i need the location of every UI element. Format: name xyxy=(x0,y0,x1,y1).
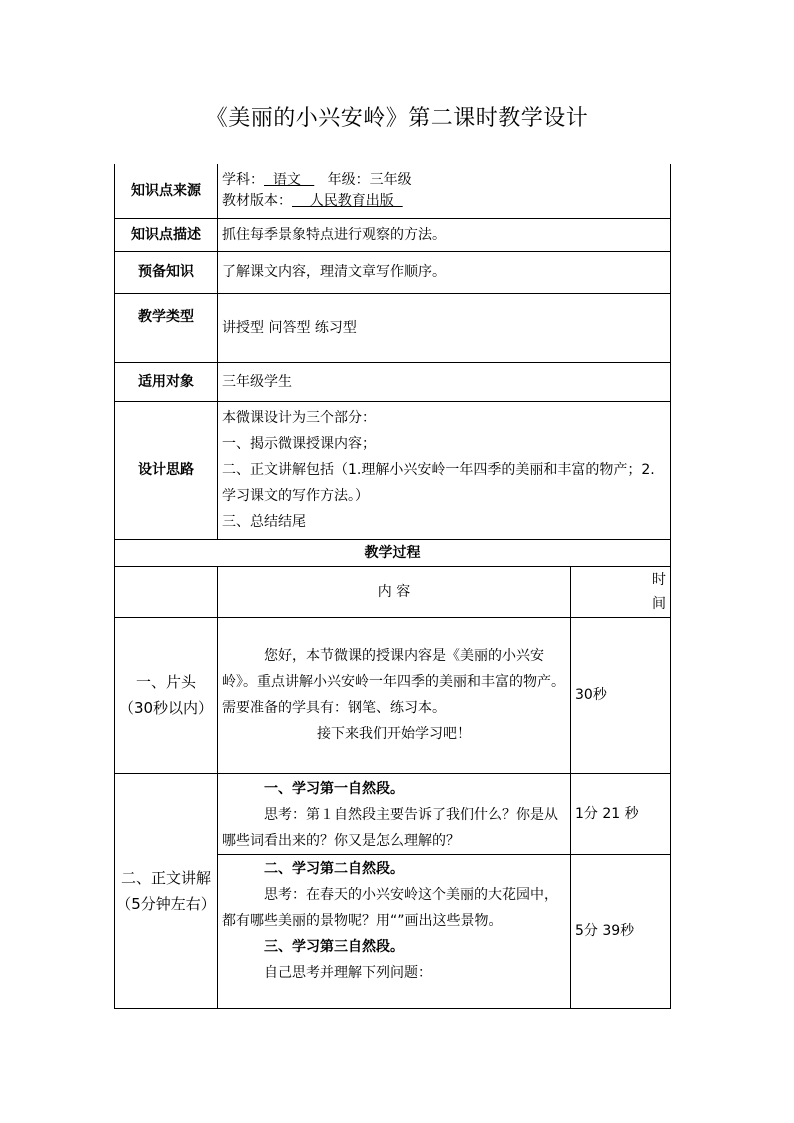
subject-prefix: 学科： xyxy=(222,171,264,188)
row-column-headers xyxy=(115,566,671,617)
row-part1 xyxy=(115,617,671,773)
desc-label: 知识点描述 xyxy=(115,218,218,251)
blank-header-cell xyxy=(115,566,218,617)
prep-label: 预备知识 xyxy=(115,251,218,293)
design-value xyxy=(218,401,671,539)
row-description xyxy=(115,218,671,251)
edition-prefix: 教材版本： xyxy=(222,192,292,209)
type-value: 讲授型 问答型 练习型 xyxy=(218,293,671,362)
target-value: 三年级学生 xyxy=(218,362,671,401)
part1-label-line: （30秒以内） xyxy=(118,699,214,717)
part2-section2 xyxy=(218,854,571,1008)
row-source xyxy=(115,164,671,218)
prep-value: 了解课文内容，理清文章写作顺序。 xyxy=(218,251,671,293)
design-line: 本微课设计为三个部分： xyxy=(222,410,376,426)
time-header-char: 时 xyxy=(652,571,666,588)
part1-label-line: 一、片头 xyxy=(135,673,196,691)
section1-time: 1分 21 秒 xyxy=(571,773,671,854)
design-line: 一、揭示微课授课内容； xyxy=(222,436,376,452)
section1-text: 思考：第１自然段主要告诉了我们什么？你是从哪些词看出来的？你又是怎么理解的？ xyxy=(222,806,558,849)
row-process-header xyxy=(115,539,671,566)
section2-text: 思考：在春天的小兴安岭这个美丽的大花园中，都有哪些美丽的景物呢？用“”画出这些景物。 xyxy=(222,886,558,929)
design-line: 二、正文讲解包括（1.理解小兴安岭一年四季的美丽和丰富的物产；2.学习课文的写作方法。） xyxy=(222,462,655,504)
grade-text: 年级：三年级 xyxy=(327,171,412,188)
design-label: 设计思路 xyxy=(115,401,218,539)
row-teaching-type xyxy=(115,293,671,362)
section1-title: 一、学习第一自然段。 xyxy=(264,780,404,797)
edition-value: 人民教育出版 xyxy=(292,192,403,209)
section2-time: 5分 39秒 xyxy=(571,854,671,1008)
target-label: 适用对象 xyxy=(115,362,218,401)
time-header-char: 间 xyxy=(652,595,666,612)
page-title: 《美丽的小兴安岭》第二课时教学设计 xyxy=(205,106,589,131)
lesson-plan-table xyxy=(114,164,671,1009)
subject-value: 语文 xyxy=(264,171,315,188)
source-label: 知识点来源 xyxy=(115,164,218,218)
row-prerequisite xyxy=(115,251,671,293)
part1-content xyxy=(218,617,571,773)
time-column-header xyxy=(571,566,671,617)
source-value xyxy=(218,164,671,218)
part1-closing: 接下来我们开始学习吧！ xyxy=(317,726,471,742)
part2-label-line: （5分钟左右） xyxy=(116,894,216,913)
section3-text: 自己思考并理解下列问题： xyxy=(264,964,432,981)
part2-label xyxy=(115,773,218,1008)
part1-text: 您好，本节微课的授课内容是《美丽的小兴安岭》。重点讲解小兴安岭一年四季的美丽和丰富的物产。需要准备的学具有：钢笔、练习本。 xyxy=(222,648,565,716)
part2-section1 xyxy=(218,773,571,854)
section3-title: 三、学习第三自然段。 xyxy=(264,938,404,955)
type-label: 教学类型 xyxy=(115,293,218,362)
desc-value: 抓住每季景象特点进行观察的方法。 xyxy=(218,218,671,251)
process-header: 教学过程 xyxy=(115,539,671,566)
row-part2a xyxy=(115,773,671,854)
part1-time: 30秒 xyxy=(571,617,671,773)
row-design xyxy=(115,401,671,539)
part1-label xyxy=(115,617,218,773)
section2-title: 二、学习第二自然段。 xyxy=(264,860,404,877)
part2-label-line: 二、正文讲解 xyxy=(120,868,211,887)
content-column-header: 内 容 xyxy=(218,566,571,617)
design-line: 三、总结结尾 xyxy=(222,514,306,530)
row-target xyxy=(115,362,671,401)
